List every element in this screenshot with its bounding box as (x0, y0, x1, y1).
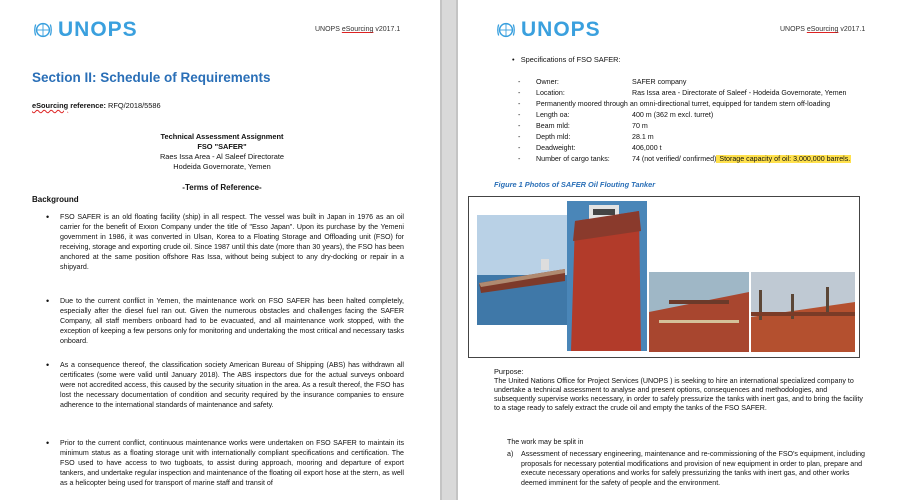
unops-logo-right (495, 18, 601, 42)
tech-line-3: Raes Issa Area - Al Saleef Directorate (159, 152, 285, 161)
figure-caption: Figure 1 Photos of SAFER Oil Flouting Tanker (494, 180, 656, 189)
purpose-heading: Purpose: (494, 367, 524, 376)
tech-line-4: Hodeida Governorate, Yemen (173, 162, 271, 171)
bullet-icon: • (46, 360, 50, 370)
page-gutter (440, 0, 458, 500)
background-paragraph-4: Prior to the current conflict, continuous maintenance works were undertaken on FSO SAFER to maintain its minimum status as a floating storage unit with internationally compliant specifications and certification. The FSO used to have access to two tugboats, to assist during approach, mooring and departure of export tankers, and undertake regular inspection and maintenance of the floating oil export hose at the stern, as well as a helicopter being used for transport of marine staff and transit of (60, 439, 404, 487)
un-emblem-icon-right (495, 19, 517, 41)
bullet-icon: • (46, 296, 50, 306)
spec-heading: • Specifications of FSO SAFER: (512, 55, 621, 64)
background-heading: Background (32, 195, 79, 204)
background-paragraph-2: Due to the current conflict in Yemen, the maintenance work on FSO SAFER has been halted completely, especially after the diesel fuel ran out. Given the numerous obstacles and challenges facing the SAFER Company, all staff members onboard had to be evacuated, and all maintenance work stopped, with the exception of keeping a few persons only for monitoring and undertaking the most critical and necessary tasks onboard. (60, 297, 404, 345)
terms-of-reference: -Terms of Reference- (182, 183, 262, 192)
section-title: Section II: Schedule of Requirements (32, 70, 271, 85)
tech-line-2: FSO "SAFER" (197, 142, 247, 151)
logo-text: UNOPS (58, 18, 138, 41)
item-a-text: Assessment of necessary engineering, maintenance and re-commissioning of the FSO's equipment, including proposals for necessary potential modifications and provision of new equipment in order to plan, prepare and execute necessary operations and works for safely pressurizing the tanks with inert gas, and other works deemed imminent for the safety of people and the environment. (521, 450, 866, 487)
purpose-paragraph: The United Nations Office for Project Services (UNOPS ) is seeking to hire an international specialized company to undertake a technical assessment to analyse and present options, consequences and methodologies, and subsequently supervise works necessary, in order to safely pressurize the tanks with inert gas, and to bring the facility to a stage ready to safely extract the crude oil and empty the tanks of the FSO SAFER. (494, 377, 863, 412)
tanker-photo-2 (567, 201, 647, 351)
un-emblem-icon (32, 19, 54, 41)
split-intro: The work may be split in (507, 438, 584, 446)
unops-logo (32, 18, 138, 42)
bullet-icon: • (46, 438, 50, 448)
item-a-label: a) (507, 450, 514, 458)
header-version-right: UNOPS eSourcing v2017.1 (780, 26, 866, 33)
esourcing-reference: eSourcing reference: RFQ/2018/5586 (32, 101, 161, 110)
photo-frame (468, 196, 860, 358)
tech-line-1: Technical Assessment Assignment (160, 132, 284, 141)
background-paragraph-3: As a consequence thereof, the classification society American Bureau of Shipping (ABS) has withdrawn all certificates (some were valid until January 2018). The ABS inspectors due for the actual surveys onboard were not accredited access, this caused by the security situation in the area. As a result thereof, the FSO has lost the necessary documentation of condition and security required by the insurance companies to ensure adherence to the international standards of maintenance and safety. (60, 361, 404, 409)
bullet-icon: • (46, 212, 50, 222)
tanker-photo-4 (751, 272, 855, 352)
logo-text-right: UNOPS (521, 18, 601, 41)
tanker-photo-3 (649, 272, 749, 352)
document-page-left (0, 0, 440, 500)
background-paragraph-1: FSO SAFER is an old floating facility (ship) in all respect. The vessel was built in Japan in 1976 as an oil carrier for the benefit of Exxon Company under the title of "Esso Japan". Upon its purchase by the Yemeni government in 1986, it was converted in Ulsan, Korea to a Floating Storage and Offloading unit (FSO) for receiving, storage and exporting crude oil. Since 1987 until this date (more than 30 years), the FSO has been anchored at the same position offshore Ras Issa, without being subject to any dry-docking or repair in a shipyard. (60, 213, 404, 271)
header-version: UNOPS eSourcing v2017.1 (315, 26, 401, 33)
tanker-photo-1 (477, 215, 567, 325)
